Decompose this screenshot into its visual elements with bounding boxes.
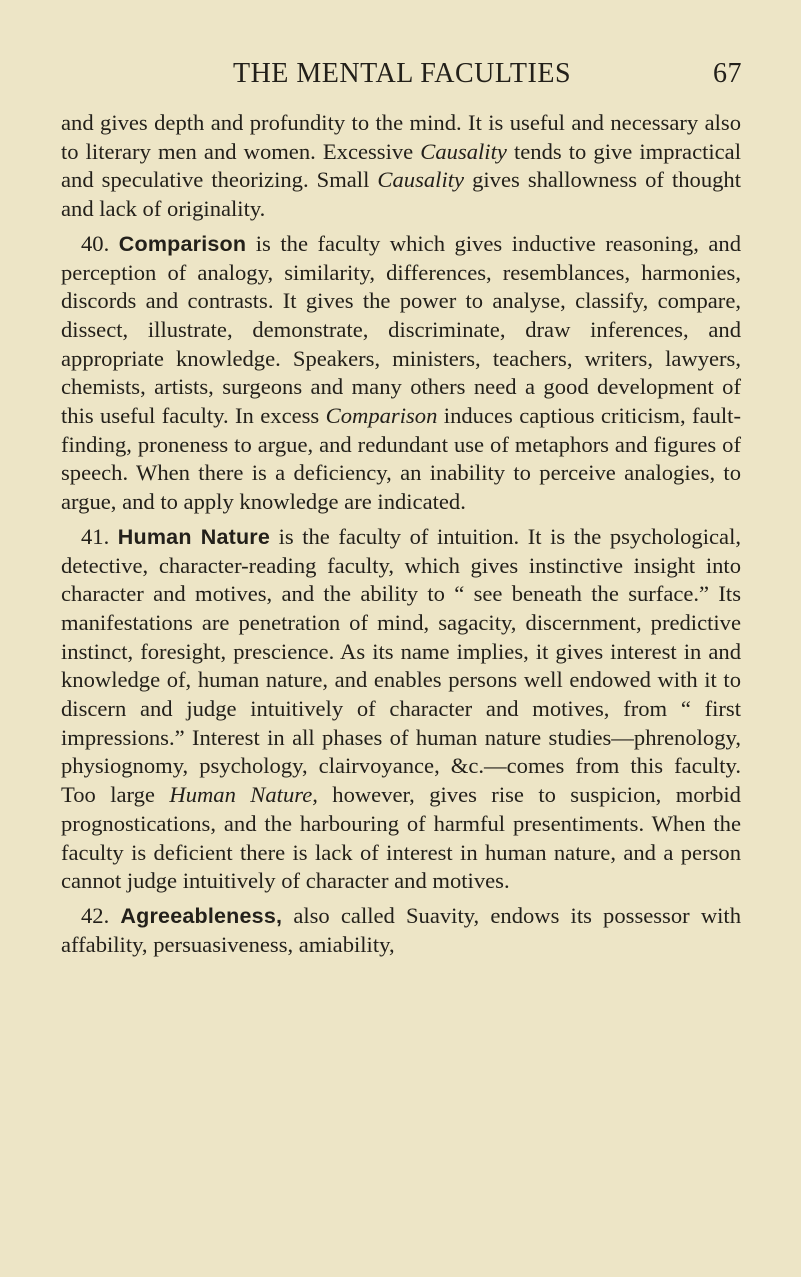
section-number: 41.: [81, 523, 110, 549]
text-run: is the faculty of intuition. It is the psychological, detective, character-reading faculty, which gives instinctive insight into character and motives, and the ability to “ see beneath the surface.” Its manifestations are penetration of mind, sagacity, discernment, predictive instinct, foresight, prescience. As its name implies, it gives interest in and knowledge of, human nature, and enables persons well endowed with it to discern and judge intuitively of character and motives, from “ first impressions.” Interest in all phases of human nature studies—phrenology, physiognomy, psychology, clairvoyance, &c.—comes from this faculty. Too large: [61, 523, 741, 808]
text-run: also called Suavity, endows its possessor with affability, persuasiveness, amiability,: [61, 902, 741, 957]
running-head: [62, 58, 742, 98]
paragraph-40: [61, 230, 741, 517]
faculty-term: Comparison: [118, 231, 247, 256]
faculty-term: Human Nature: [117, 524, 271, 549]
italic-term: Causality: [420, 138, 507, 164]
italic-term: Causality: [377, 167, 465, 193]
page-number: 67: [713, 58, 742, 89]
paragraph-continuation: [61, 109, 741, 224]
paragraph-42: [61, 902, 741, 959]
running-head-title: THE MENTAL FACULTIES: [232, 58, 572, 89]
italic-term: Human Nature,: [169, 782, 318, 808]
paragraph-41: [61, 523, 741, 896]
faculty-term: Agreeableness,: [120, 903, 283, 928]
text-run: tends to give impractical and speculative theorizing. Small: [61, 138, 741, 193]
text-run: induces captious criticism, fault-finding, proneness to argue, and redundant use of metaphors and figures of speech. When there is a deficiency, an inability to perceive analogies, to argue, and to apply knowledge are indicated.: [61, 403, 741, 515]
italic-term: Comparison: [325, 403, 438, 429]
section-number: 42.: [81, 902, 110, 928]
text-run: gives shallowness of thought and lack of originality.: [61, 167, 741, 222]
text-run: and gives depth and profundity to the mind. It is useful and necessary also to literary men and women. Excessive: [61, 110, 741, 164]
text-run: however, gives rise to suspicion, morbid prognostications, and the harbouring of harmful presentiments. When the faculty is deficient there is lack of interest in human nature, and a person cannot judge intuitively of character and motives.: [61, 782, 741, 894]
section-number: 40.: [81, 230, 110, 256]
body-text: [61, 109, 741, 959]
text-run: is the faculty which gives inductive reasoning, and perception of analogy, similarity, differences, resemblances, harmonies, discords and contrasts. It gives the power to analyse, classify, compare, dissect, illustrate, demonstrate, discriminate, draw inferences, and appropriate knowledge. Speakers, ministers, teachers, writers, lawyers, chemists, artists, surgeons and many others need a good development of this useful faculty. In excess: [61, 230, 741, 429]
